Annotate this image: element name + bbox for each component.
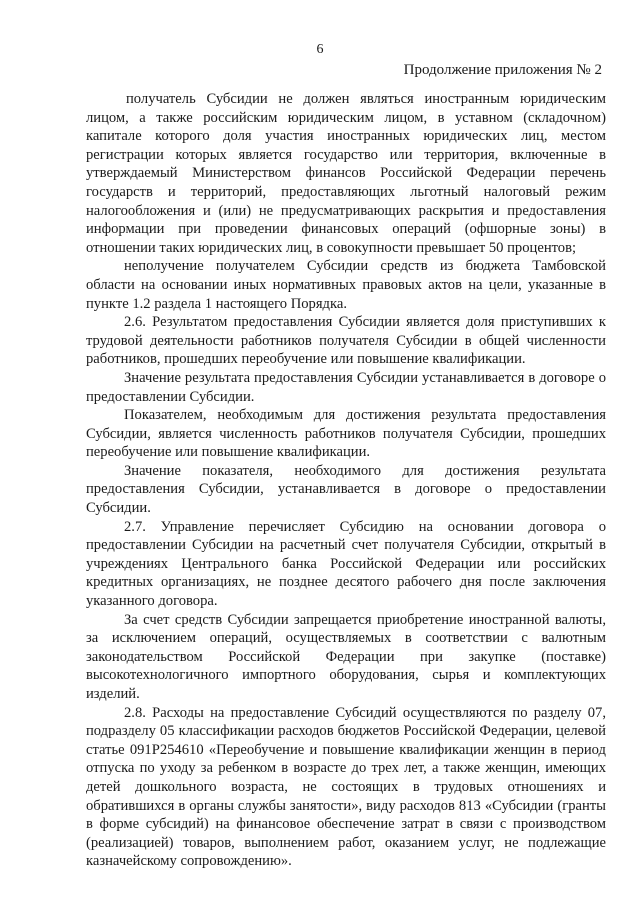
paragraph: неполучение получателем Субсидии средств из бюджета Тамбовской области на основании иных нормативных правовых актов на цели, указанные в пункте 1.2 раздела 1 настоящего Порядка. bbox=[86, 258, 606, 312]
document-body bbox=[86, 90, 606, 871]
continuation-header: Продолжение приложения № 2 bbox=[403, 62, 602, 78]
paragraph: 2.8. Расходы на предоставление Субсидий осуществляются по разделу 07, подразделу 05 классификации расходов бюджетов Российской Федерации, целевой статье 091P254610 «Переобучение и повышение квалификации женщин в период отпуска по уходу за ребенком в возрасте до трех лет, а также женщин, имеющих детей дошкольного возраста, не состоящих в трудовых отношениях и обратившихся в органы службы занятости», виду расходов 813 «Субсидии (гранты в форме субсидий) на финансовое обеспечение затрат в связи с производством (реализацией) товаров, выполнением работ, оказанием услуг, не подлежащие казначейскому сопровождению». bbox=[86, 704, 606, 870]
paragraph: Значение результата предоставления Субсидии устанавливается в договоре о предоставлении Субсидии. bbox=[86, 369, 606, 405]
paragraph: За счет средств Субсидии запрещается приобретение иностранной валюты, за исключением операций, осуществляемых в соответствии с валютным законодательством Российской Федерации при закупке (поставке) высокотехнологичного импортного оборудования, сырья и комплектующих изделий. bbox=[86, 611, 606, 702]
paragraph: Значение показателя, необходимого для достижения результата предоставления Субсидии, устанавливается в договоре о предоставлении Субсидии. bbox=[86, 462, 606, 517]
page-number: 6 bbox=[316, 42, 324, 57]
paragraph: получатель Субсидии не должен являться иностранным юридическим лицом, а также российским юридическим лицом, в уставном (складочном) капитале которого доля участия иностранных юридических лиц, местом регистрации которых является государство или территория, включенные в утверждаемый Министерством финансов Российской Федерации перечень государств и территорий, предоставляющих льготный налоговый режим налогообложения и (или) не предусматривающих раскрытия и предоставления информации при проведении финансовых операций (офшорные зоны) в отношении таких юридических лиц, в совокупности превышает 50 процентов; bbox=[86, 91, 606, 256]
paragraph: 2.7. Управление перечисляет Субсидию на основании договора о предоставлении Субсидии на расчетный счет получателя Субсидии, открытый в учреждениях Центрального банка Российской Федерации или российских кредитных организациях, не позднее десятого рабочего дня после заключения указанного договора. bbox=[86, 518, 606, 610]
paragraph: Показателем, необходимым для достижения результата предоставления Субсидии, является численность работников получателя Субсидии, прошедших переобучение или повышение квалификации. bbox=[86, 407, 606, 461]
paragraph: 2.6. Результатом предоставления Субсидии является доля приступивших к трудовой деятельности работников получателя Субсидии в общей численности работников, прошедших переобучение или повышение квалификации. bbox=[86, 314, 606, 368]
